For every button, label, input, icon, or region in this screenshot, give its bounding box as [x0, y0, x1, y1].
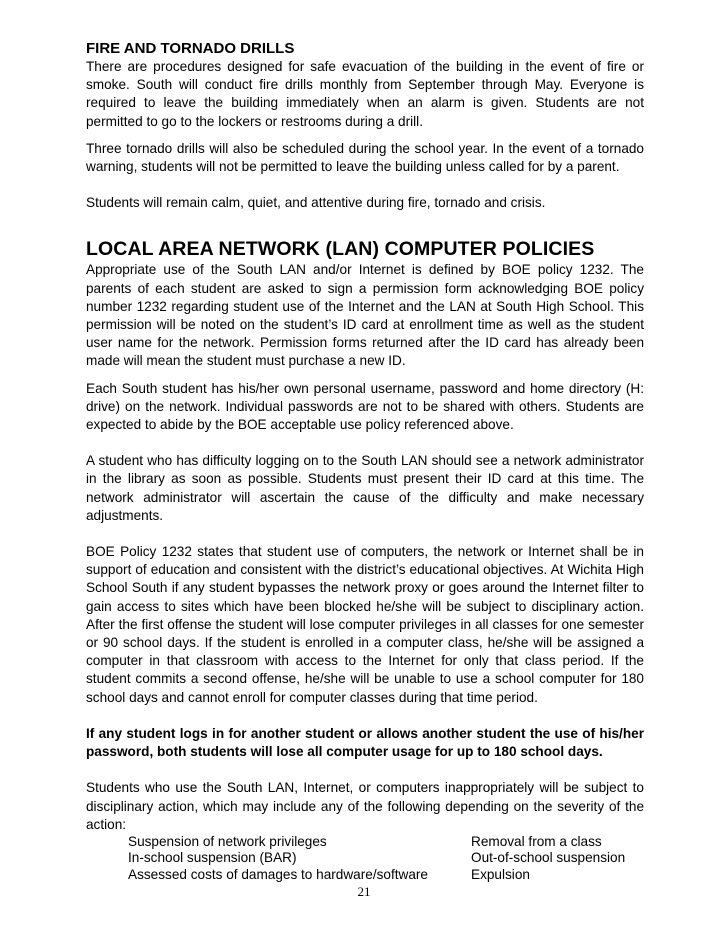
list-item: [128, 867, 644, 884]
section-heading-drills: FIRE AND TORNADO DRILLS: [86, 40, 295, 57]
action-left: Suspension of network privileges: [128, 833, 327, 849]
paragraph-disciplinary: Students who use the South LAN, Internet, or computers inappropriately will be subject to disciplinary action, which may include any of the following depending on the severity of the action:: [86, 780, 644, 832]
action-right: Expulsion: [471, 866, 530, 882]
section-heading-lan: LOCAL AREA NETWORK (LAN) COMPUTER POLICIES: [86, 238, 595, 261]
list-item: [128, 834, 644, 851]
document-page: [86, 40, 644, 883]
paragraph-passwords: Each South student has his/her own personal username, password and home directory (H: drive) on the network. Individual passwords are not to be shared with others. Students are expected to abide by the BOE acceptable use policy referenced above.: [86, 380, 644, 433]
paragraph-tornado-drills: Three tornado drills will also be scheduled during the school year. In the event of a tornado warning, students will not be permitted to leave the building unless called for by a parent.: [86, 140, 644, 175]
action-right: Removal from a class: [471, 833, 602, 849]
paragraph-fire-drills: There are procedures designed for safe evacuation of the building in the event of fire or smoke. South will conduct fire drills monthly from September through May. Everyone is required to leave the building immediately when an alarm is given. Students are not permitted to go to the lockers or restrooms during a drill.: [86, 59, 644, 129]
list-item: [128, 850, 644, 867]
paragraph-lan-policy: Appropriate use of the South LAN and/or Internet is defined by BOE policy 1232. The parents of each student are asked to sign a permission form acknowledging BOE policy number 1232 regarding student use of the Internet and the LAN at South High School. This permission will be noted on the student’s ID card at enrollment time as well as the student user name for the network. Permission forms returned after the ID card has already been made will mean the student must purchase a new ID.: [86, 262, 644, 369]
action-left: Assessed costs of damages to hardware/software: [128, 866, 428, 882]
paragraph-bold-warning: If any student logs in for another student or allows another student the use of his/her password, both students will lose all computer usage for up to 180 school days.: [86, 725, 644, 760]
action-left: In-school suspension (BAR): [128, 850, 297, 866]
paragraph-login-difficulty: A student who has difficulty logging on to the South LAN should see a network administrator in the library as soon as possible. Students must present their ID card at this time. The network administrator will ascertain the cause of the difficulty and make necessary adjustments.: [86, 453, 644, 523]
disciplinary-actions-list: [86, 834, 644, 884]
paragraph-boe-policy: BOE Policy 1232 states that student use of computers, the network or Internet shall be in support of education and consistent with the district’s educational objectives. At Wichita High School South if any student bypasses the network proxy or goes around the Internet filter to gain access to sites which have been blocked he/she will be subject to disciplinary action. After the first offense the student will lose computer privileges in all classes for one semester or 90 school days. If the student is enrolled in a computer class, he/she will be assigned a computer in that classroom with access to the Internet for only that class period. If the student commits a second offense, he/she will be unable to use a school computer for 180 school days and cannot enroll for computer classes during that time period.: [86, 544, 644, 705]
paragraph-remain-calm: Students will remain calm, quiet, and attentive during fire, tornado and crisis.: [86, 195, 546, 211]
page-number: 21: [357, 884, 371, 899]
action-right: Out-of-school suspension: [471, 850, 626, 866]
